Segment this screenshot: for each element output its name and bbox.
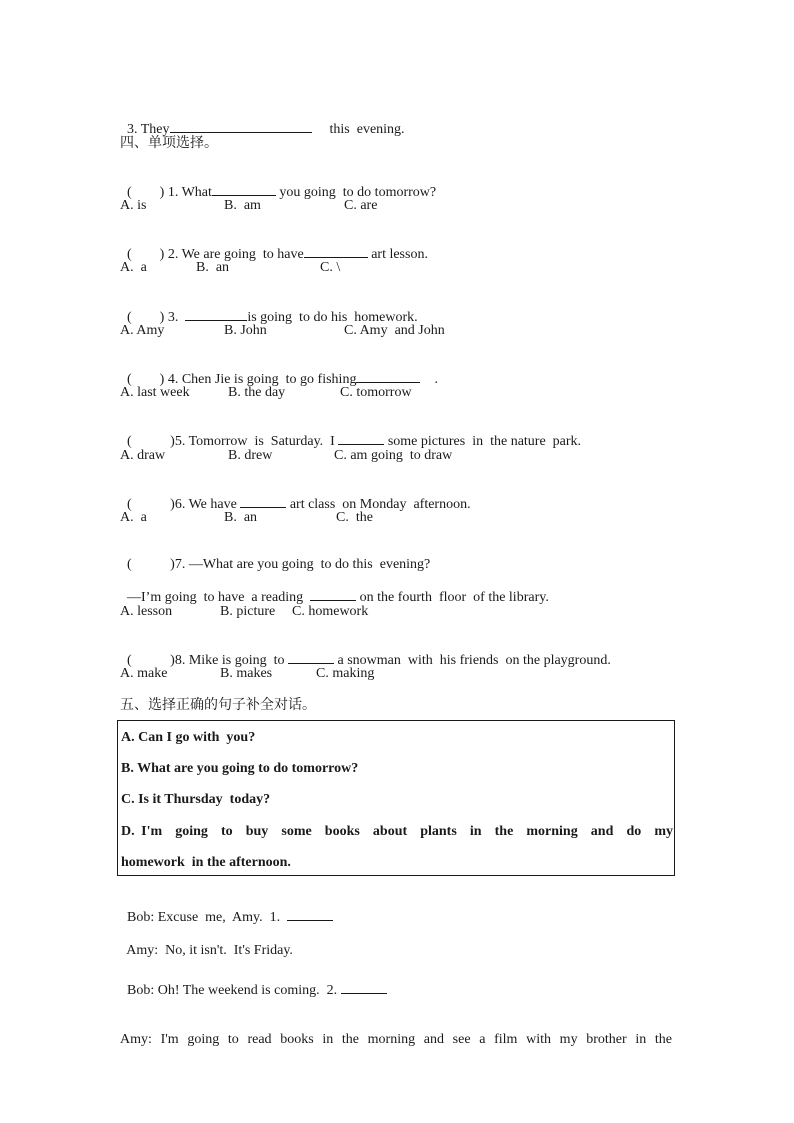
q3-fill-line: [120, 104, 405, 138]
dialogue-text: Excuse me, Amy. 1.: [157, 910, 281, 925]
option-c[interactable]: C. making: [316, 666, 375, 681]
answer-blank[interactable]: [310, 588, 356, 601]
answer-blank[interactable]: [240, 495, 286, 508]
option-b[interactable]: B. an: [196, 260, 230, 275]
question-text: art lesson.: [371, 247, 428, 262]
option-c[interactable]: C. homework: [292, 604, 369, 619]
question-text: is going to do his homework.: [247, 310, 418, 325]
option-c[interactable]: C. \: [320, 260, 341, 275]
option-c[interactable]: C. am going to draw: [334, 448, 453, 463]
question-text: 4. Chen Jie is going to go fishing: [167, 372, 357, 387]
question-text: 2. We are going to have: [167, 247, 304, 262]
question-text: some pictures in the nature park.: [387, 434, 582, 449]
question-8: [120, 635, 611, 669]
dialogue-line-1: [120, 892, 333, 926]
option-b[interactable]: B. John: [224, 323, 267, 338]
option-c[interactable]: C. the: [336, 510, 373, 525]
question-3: [120, 292, 418, 326]
section4-title: 四、单项选择。: [120, 135, 218, 151]
answer-blank[interactable]: [170, 120, 312, 133]
answer-paren[interactable]: ( ): [127, 557, 175, 572]
question-1: [120, 167, 436, 201]
answer-blank[interactable]: [212, 183, 276, 196]
question-text: 8. Mike is going to: [174, 653, 285, 668]
option-a[interactable]: A. Amy: [120, 323, 165, 338]
speaker: Amy:: [126, 943, 159, 958]
option-c[interactable]: C. tomorrow: [340, 385, 412, 400]
answer-blank[interactable]: [338, 432, 384, 445]
option-a[interactable]: A. is: [120, 198, 147, 213]
dialogue-line-2: [120, 927, 293, 959]
option-a[interactable]: A. a: [120, 260, 147, 275]
dialogue-text: I'm going to read books in the morning and see a film with my brother in the: [160, 1032, 673, 1047]
answer-paren[interactable]: ( ): [127, 247, 165, 262]
answer-blank[interactable]: [185, 308, 247, 321]
answer-blank[interactable]: [341, 981, 387, 994]
answer-blank[interactable]: [288, 651, 334, 664]
answer-paren[interactable]: ( ): [127, 653, 175, 668]
choice-a[interactable]: A. Can I go with you?: [121, 730, 256, 745]
question-text: 6. We have: [174, 497, 237, 512]
answer-paren[interactable]: ( ): [127, 185, 165, 200]
question-text: you going to do tomorrow?: [279, 185, 437, 200]
choice-d-continued: homework in the afternoon.: [121, 855, 291, 870]
dialogue-text: No, it isn't. It's Friday.: [165, 943, 293, 958]
q3-suffix: this evening.: [329, 122, 405, 137]
option-b[interactable]: B. makes: [220, 666, 273, 681]
question-4: [120, 354, 438, 388]
speaker: Bob:: [127, 983, 155, 998]
answer-blank[interactable]: [356, 370, 420, 383]
speaker: Amy:: [120, 1032, 152, 1047]
option-b[interactable]: B. am: [224, 198, 261, 213]
option-c[interactable]: C. are: [344, 198, 378, 213]
option-b[interactable]: B. drew: [228, 448, 273, 463]
option-b[interactable]: B. picture: [220, 604, 276, 619]
question-text: 7. —What are you going to do this evening?: [174, 557, 431, 572]
answer-paren[interactable]: ( ): [127, 372, 165, 387]
question-text: —I’m going to have a reading: [127, 590, 304, 605]
speaker: Bob:: [127, 910, 155, 925]
answer-paren[interactable]: ( ): [127, 497, 175, 512]
q3-prefix: 3. They: [127, 122, 170, 137]
option-a[interactable]: A. last week: [120, 385, 190, 400]
section5-title: 五、选择正确的句子补全对话。: [120, 697, 316, 713]
question-7: [120, 541, 430, 573]
question-text: 3.: [167, 310, 179, 325]
question-7-line2: [120, 572, 549, 606]
option-a[interactable]: A. draw: [120, 448, 166, 463]
question-text: .: [434, 372, 438, 387]
option-b[interactable]: B. an: [224, 510, 258, 525]
choice-c[interactable]: C. Is it Thursday today?: [121, 792, 271, 807]
choice-d[interactable]: D. I'm going to buy some books about plants in the morning and do my: [121, 824, 673, 839]
option-c[interactable]: C. Amy and John: [344, 323, 445, 338]
answer-blank[interactable]: [287, 908, 333, 921]
dialogue-text: Oh! The weekend is coming. 2.: [157, 983, 338, 998]
option-a[interactable]: A. lesson: [120, 604, 173, 619]
answer-blank[interactable]: [304, 245, 368, 258]
answer-paren[interactable]: ( ): [127, 434, 175, 449]
option-a[interactable]: A. a: [120, 510, 147, 525]
dialogue-line-4: [120, 1000, 672, 1064]
question-text: 1. What: [167, 185, 212, 200]
question-text: art class on Monday afternoon.: [289, 497, 471, 512]
question-text: on the fourth floor of the library.: [359, 590, 549, 605]
question-6: [120, 479, 471, 513]
option-b[interactable]: B. the day: [228, 385, 286, 400]
question-text: a snowman with his friends on the playground.: [337, 653, 611, 668]
choices-box: [117, 720, 675, 876]
option-a[interactable]: A. make: [120, 666, 168, 681]
dialogue-line-3: [120, 965, 387, 999]
question-2: [120, 229, 428, 263]
question-5: [120, 416, 581, 450]
choice-b[interactable]: B. What are you going to do tomorrow?: [121, 761, 359, 776]
answer-paren[interactable]: ( ): [127, 310, 165, 325]
question-text: 5. Tomorrow is Saturday. I: [174, 434, 335, 449]
